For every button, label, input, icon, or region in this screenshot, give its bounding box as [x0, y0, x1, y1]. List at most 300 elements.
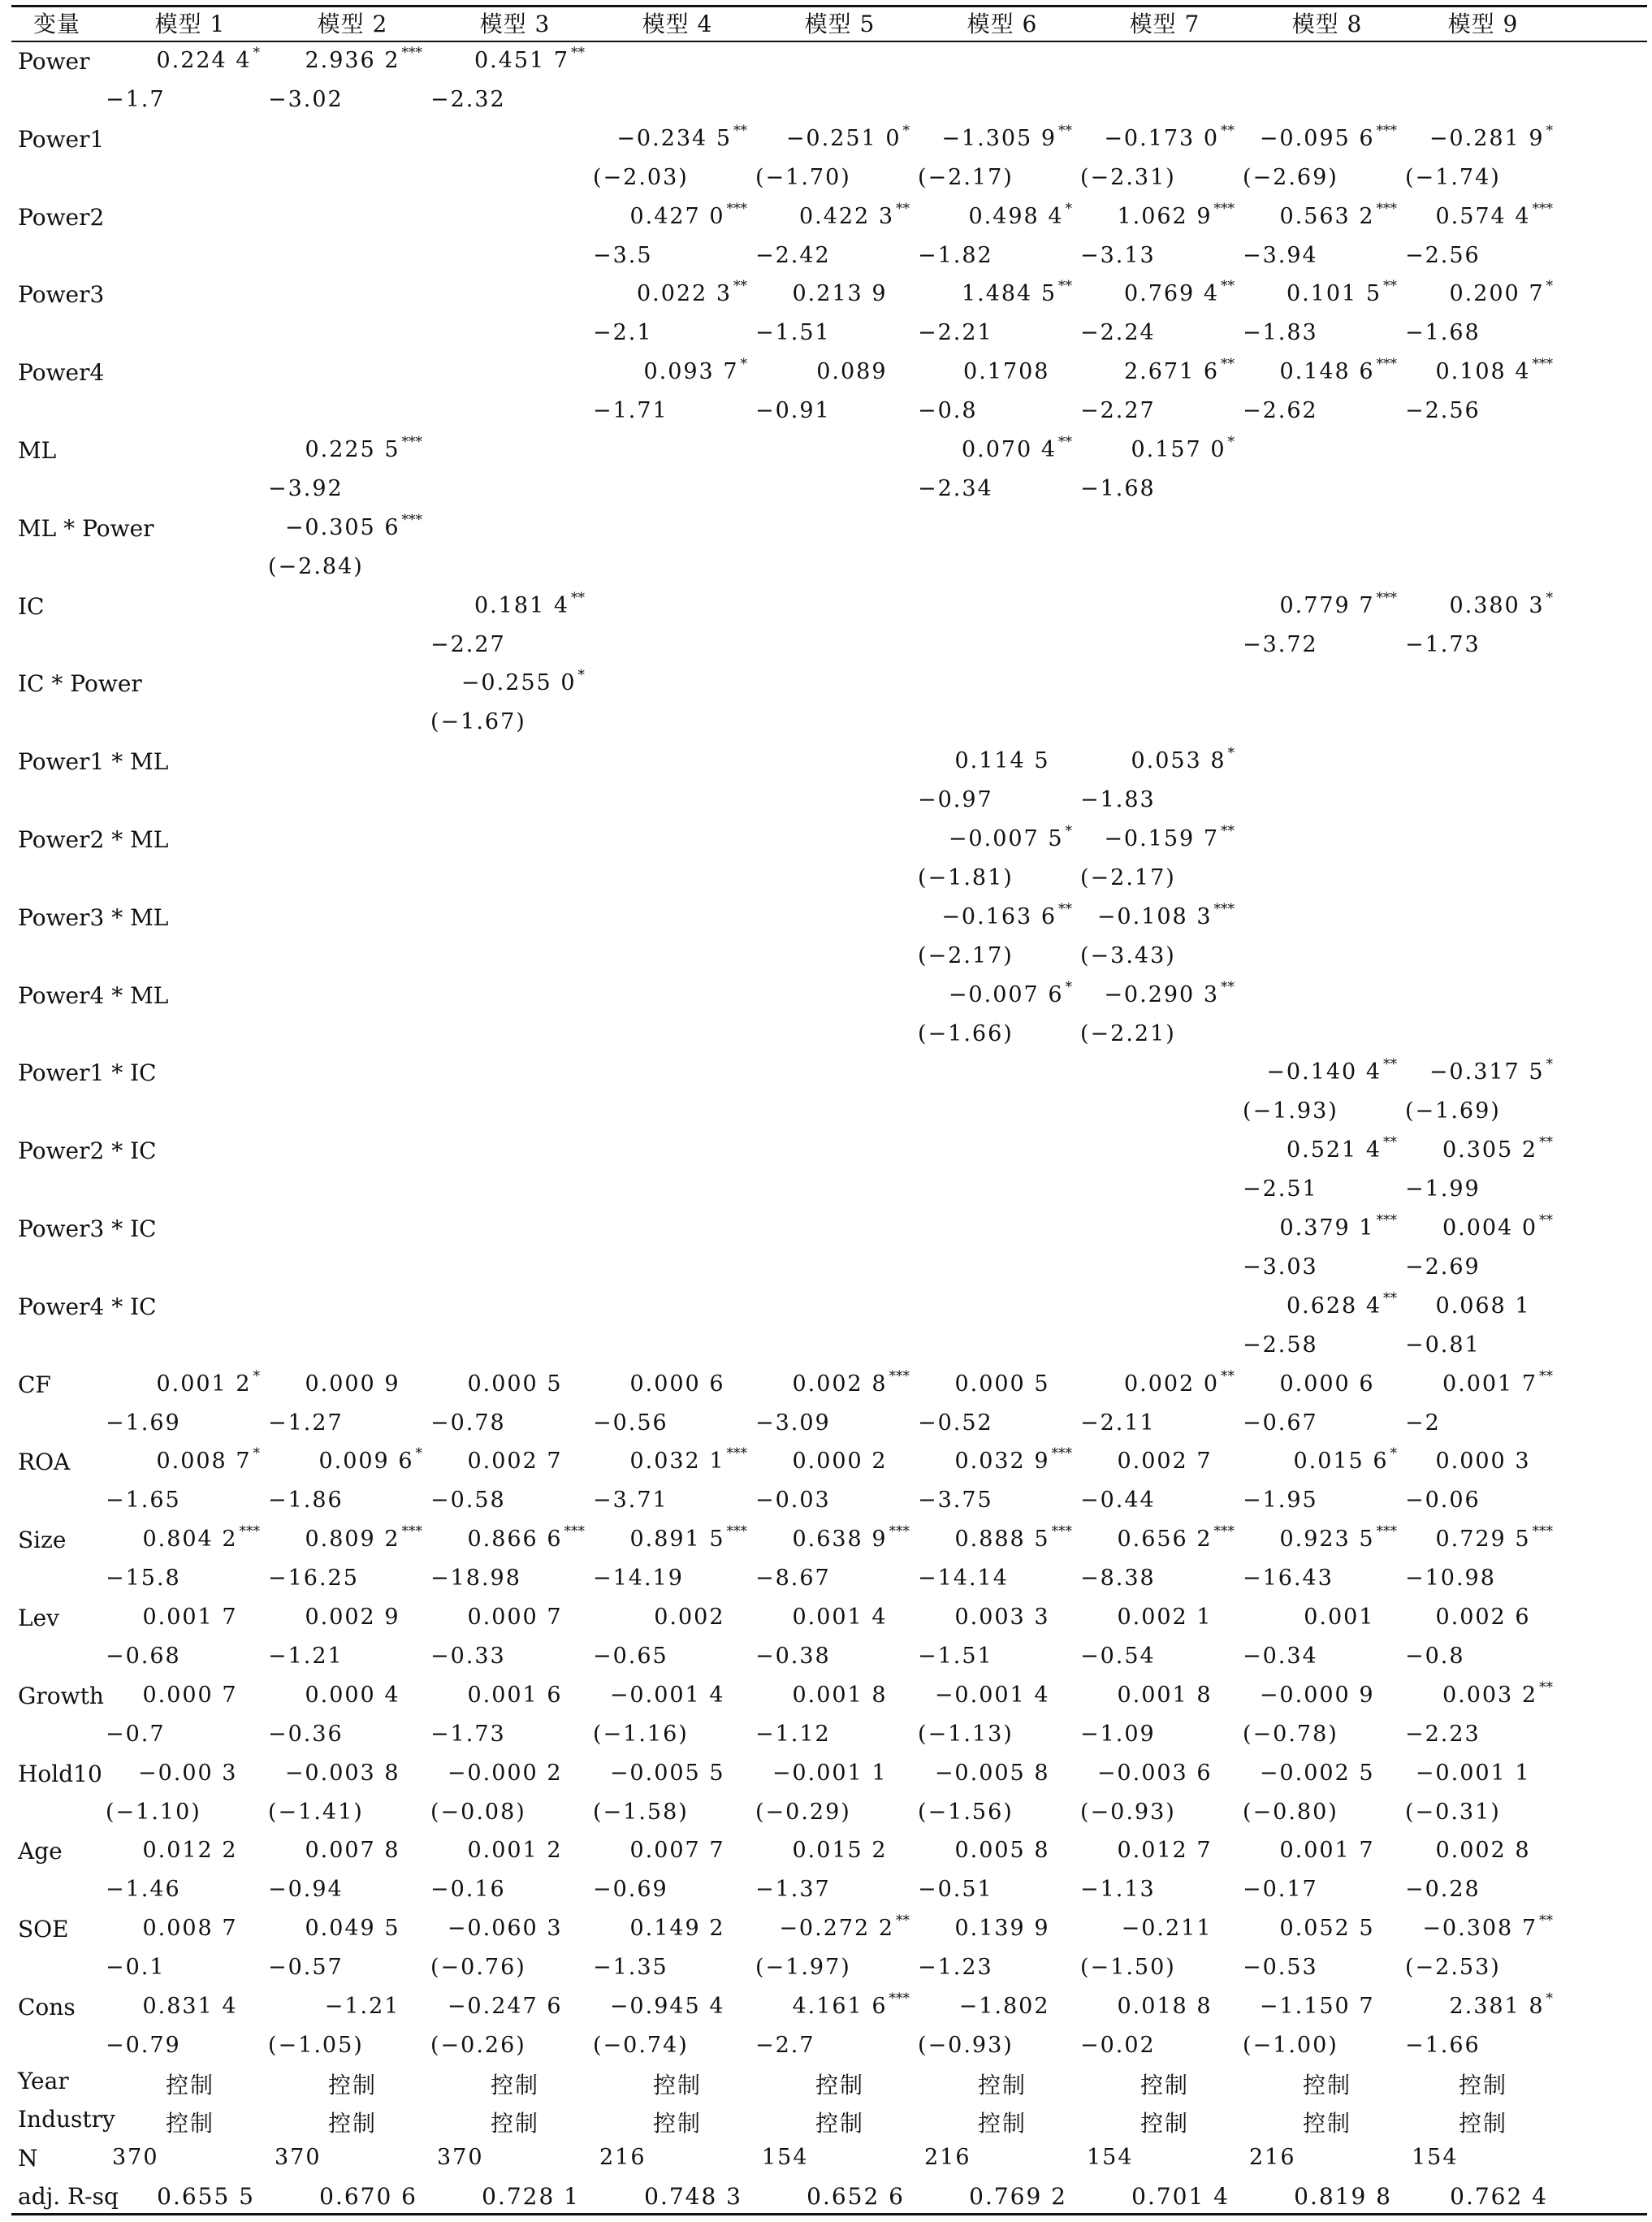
coefficient-cell	[948, 978, 1072, 1007]
t-stat-cell: −3.09	[755, 1410, 831, 1436]
coefficient-cell	[629, 1916, 747, 1941]
coefficient-value: −1.150 7	[1259, 1994, 1375, 2019]
row-label: Age	[18, 1838, 63, 1865]
coefficient-cell	[156, 1367, 260, 1397]
significance-stars: ***	[239, 1523, 260, 1540]
coefficient-value: 0.000 3	[1435, 1449, 1531, 1475]
t-stat-cell: −0.81	[1405, 1332, 1481, 1358]
t-stat-cell: −2.27	[430, 631, 506, 657]
coefficient-value: 0.068 1	[1435, 1293, 1531, 1319]
coefficient-value: 0.181 4	[474, 592, 569, 618]
t-stat-cell: −1.09	[1080, 1721, 1156, 1747]
coefficient-cell	[1131, 745, 1235, 774]
coefficient-cell	[142, 1523, 260, 1553]
t-stat-cell: −2.56	[1405, 242, 1481, 268]
coefficient-cell	[448, 1994, 585, 2019]
coefficient-cell	[1131, 434, 1235, 462]
coefficient-value: 0.000 9	[305, 1371, 400, 1397]
industry-row-value: 控制	[1459, 2110, 1508, 2137]
coefficient-value: 0.157 0	[1131, 437, 1226, 462]
t-stat-cell: −1.23	[918, 1955, 993, 1981]
coefficient-value: 0.451 7	[474, 48, 569, 73]
significance-stars: *	[1546, 278, 1553, 295]
coefficient-cell	[816, 359, 910, 384]
significance-stars: **	[1221, 978, 1235, 995]
coefficient-cell	[1123, 278, 1235, 307]
t-stat-cell: −1.51	[755, 320, 831, 346]
header-model: 模型 3	[479, 11, 551, 37]
coefficient-value: 0.012 7	[1117, 1838, 1213, 1864]
t-stat-cell: −1.46	[106, 1877, 181, 1903]
t-stat-cell: (−2.17)	[918, 164, 1014, 190]
t-stat-cell: −0.78	[430, 1410, 506, 1436]
coefficient-cell	[792, 1838, 910, 1863]
t-stat-cell: −1.82	[918, 242, 993, 268]
coefficient-value: −0.234 5	[616, 125, 732, 151]
t-stat-cell: (−1.67)	[430, 709, 526, 735]
coefficient-value: 1.062 9	[1117, 203, 1213, 229]
coefficient-value: −0.945 4	[609, 1994, 725, 2019]
coefficient-value: −0.007 6	[948, 981, 1064, 1007]
t-stat-cell: −0.38	[755, 1644, 831, 1669]
significance-stars: ***	[1532, 1523, 1553, 1540]
significance-stars: **	[1058, 434, 1072, 450]
t-stat-cell: −3.94	[1243, 242, 1318, 268]
coefficient-cell	[1435, 1523, 1553, 1553]
year-row-value: 控制	[1459, 2072, 1508, 2099]
t-stat-cell: (−1.00)	[1243, 2033, 1338, 2058]
t-stat-cell: −0.1	[106, 1955, 166, 1981]
coefficient-value: 0.093 7	[643, 359, 739, 385]
year-row-value: 控制	[1140, 2072, 1190, 2099]
significance-stars: ***	[1376, 356, 1397, 373]
t-stat-cell: −2.7	[755, 2033, 815, 2058]
row-label: Power3 * ML	[18, 903, 169, 931]
coefficient-cell	[305, 45, 422, 73]
coefficient-value: −0.000 9	[1259, 1682, 1375, 1708]
significance-stars: **	[1221, 356, 1235, 373]
coefficient-cell	[1442, 1134, 1553, 1163]
coefficient-cell	[1449, 1990, 1553, 2019]
row-label: Power1 * IC	[18, 1059, 157, 1087]
coefficient-value: −0.272 2	[779, 1916, 894, 1942]
coefficient-value: −0.001 4	[609, 1682, 725, 1708]
industry-row-value: 控制	[328, 2110, 378, 2137]
year-row-value: 控制	[653, 2072, 703, 2099]
significance-stars: **	[896, 200, 910, 217]
t-stat-cell: −2.21	[918, 320, 993, 346]
t-stat-cell: −0.16	[430, 1877, 506, 1903]
t-stat-cell: −1.27	[268, 1410, 344, 1436]
t-stat-cell: −0.52	[918, 1410, 993, 1436]
year-row-value: 控制	[166, 2072, 215, 2099]
coefficient-value: 2.381 8	[1449, 1994, 1545, 2019]
coefficient-value: −0.002 5	[1259, 1760, 1375, 1786]
coefficient-value: 0.866 6	[467, 1527, 563, 1553]
coefficient-value: 0.002 1	[1117, 1605, 1213, 1630]
industry-row-value: 控制	[1303, 2110, 1352, 2137]
t-stat-cell: −0.58	[430, 1488, 506, 1514]
coefficient-cell	[142, 1838, 260, 1863]
row-label: Power	[18, 48, 90, 75]
coefficient-value: 0.004 0	[1442, 1215, 1537, 1241]
coefficient-value: 0.018 8	[1117, 1994, 1213, 2019]
row-label: ML	[18, 437, 57, 464]
t-stat-cell: −3.5	[593, 242, 653, 268]
row-label: IC * Power	[18, 670, 142, 698]
coefficient-value: 0.001 7	[1442, 1371, 1537, 1397]
coefficient-cell	[961, 278, 1072, 307]
coefficient-value: 0.101 5	[1286, 281, 1382, 307]
coefficient-value: −0.211	[1121, 1916, 1213, 1942]
coefficient-cell	[610, 1994, 747, 2019]
coefficient-cell	[1279, 1838, 1397, 1863]
coefficient-value: 0.628 4	[1286, 1293, 1382, 1319]
t-stat-cell: −1.21	[268, 1644, 344, 1669]
coefficient-cell	[643, 356, 747, 385]
significance-stars: *	[1227, 745, 1235, 762]
coefficient-cell	[142, 1605, 260, 1630]
coefficient-cell	[1279, 1916, 1397, 1941]
row-label: Power4 * IC	[18, 1293, 157, 1320]
t-stat-cell: −0.28	[1405, 1877, 1481, 1903]
r2-row-value: 0.762 4	[1450, 2183, 1548, 2210]
coefficient-cell	[954, 748, 1072, 773]
t-stat-cell: −3.03	[1243, 1254, 1318, 1280]
coefficient-cell	[1279, 200, 1397, 229]
t-stat-cell: −1.73	[1405, 631, 1481, 657]
coefficient-cell	[474, 589, 585, 618]
significance-stars: **	[1383, 1289, 1397, 1306]
n-row-value: 216	[1249, 2145, 1296, 2170]
coefficient-cell	[629, 1445, 747, 1475]
coefficient-cell	[610, 1761, 747, 1786]
coefficient-cell	[467, 1371, 585, 1397]
t-stat-cell: −3.13	[1080, 242, 1156, 268]
r2-row-value: 0.652 6	[807, 2183, 905, 2210]
significance-stars: ***	[726, 1445, 747, 1462]
header-model: 模型 5	[804, 11, 876, 37]
coefficient-cell	[138, 1761, 260, 1786]
coefficient-value: −0.003 6	[1096, 1760, 1213, 1786]
t-stat-cell: −0.79	[106, 2033, 181, 2058]
t-stat-cell: (−2.53)	[1405, 1955, 1501, 1981]
coefficient-value: −0.00 3	[137, 1760, 238, 1786]
coefficient-value: 0.001 8	[792, 1682, 888, 1708]
coefficient-cell	[941, 122, 1072, 151]
coefficient-cell	[1279, 356, 1397, 385]
t-stat-cell: (−1.41)	[268, 1799, 364, 1825]
coefficient-cell	[305, 1371, 422, 1397]
coefficient-value: 2.936 2	[305, 48, 400, 73]
coefficient-cell	[954, 1838, 1072, 1863]
coefficient-cell	[1429, 122, 1553, 151]
t-stat-cell: −2.1	[593, 320, 653, 346]
t-stat-cell: −0.7	[106, 1721, 166, 1747]
significance-stars: *	[253, 1445, 260, 1462]
t-stat-cell: −0.33	[430, 1644, 506, 1669]
coefficient-value: 0.563 2	[1279, 203, 1375, 229]
coefficient-cell	[1286, 278, 1397, 307]
coefficient-cell	[1122, 1916, 1235, 1941]
r2-row-label: adj. R-sq	[18, 2183, 119, 2210]
coefficient-cell	[963, 359, 1072, 384]
coefficient-cell	[305, 1605, 422, 1630]
coefficient-value: 0.1708	[963, 359, 1050, 385]
coefficient-value: −0.060 3	[447, 1916, 563, 1942]
significance-stars: ***	[889, 1367, 910, 1384]
t-stat-cell: −14.19	[593, 1566, 684, 1592]
coefficient-value: −0.007 5	[948, 826, 1064, 851]
coefficient-value: 0.008 7	[156, 1449, 252, 1475]
coefficient-cell	[305, 1683, 422, 1708]
coefficient-value: 0.007 8	[305, 1838, 400, 1864]
t-stat-cell: (−0.74)	[593, 2033, 689, 2058]
r2-row-value: 0.748 3	[644, 2183, 742, 2210]
coefficient-value: 0.002 8	[792, 1371, 888, 1397]
coefficient-value: 0.108 4	[1435, 359, 1531, 385]
year-row-value: 控制	[978, 2072, 1027, 2099]
significance-stars: *	[1065, 978, 1072, 995]
t-stat-cell: −2.56	[1405, 398, 1481, 424]
coefficient-cell	[1442, 1367, 1553, 1397]
t-stat-cell: −1.69	[106, 1410, 181, 1436]
t-stat-cell: −2	[1405, 1410, 1441, 1436]
coefficient-value: 0.305 2	[1442, 1137, 1537, 1163]
significance-stars: *	[577, 667, 585, 684]
coefficient-value: 0.015 2	[792, 1838, 888, 1864]
coefficient-cell	[1279, 1523, 1397, 1553]
significance-stars: **	[1058, 278, 1072, 295]
t-stat-cell: (−1.74)	[1405, 164, 1501, 190]
industry-row-value: 控制	[166, 2110, 215, 2137]
coefficient-cell	[1286, 1289, 1397, 1319]
coefficient-value: 0.000 6	[629, 1371, 725, 1397]
n-row-value: 216	[599, 2145, 647, 2170]
t-stat-cell: −2.62	[1243, 398, 1318, 424]
year-row-value: 控制	[815, 2072, 865, 2099]
coefficient-value: 0.032 1	[629, 1449, 725, 1475]
t-stat-cell: (−1.81)	[918, 865, 1014, 890]
industry-row-label: Industry	[18, 2106, 115, 2133]
coefficient-cell	[1117, 1838, 1235, 1863]
coefficient-cell	[948, 823, 1072, 851]
significance-stars: *	[1546, 122, 1553, 139]
significance-stars: **	[1539, 1367, 1553, 1384]
coefficient-value: 0.149 2	[629, 1916, 725, 1942]
coefficient-value: 0.574 4	[1435, 203, 1531, 229]
row-label: Power1	[18, 125, 105, 153]
coefficient-cell	[792, 1683, 910, 1708]
t-stat-cell: −0.94	[268, 1877, 344, 1903]
t-stat-cell: −1.12	[755, 1721, 831, 1747]
significance-stars: ***	[1376, 122, 1397, 139]
industry-row-value: 控制	[978, 2110, 1027, 2137]
coefficient-cell	[156, 1445, 260, 1475]
coefficient-cell	[142, 1683, 260, 1708]
header-model: 模型 1	[154, 11, 226, 37]
significance-stars: *	[415, 1445, 422, 1462]
t-stat-cell: −0.57	[268, 1955, 344, 1981]
coefficient-value: −0.108 3	[1096, 903, 1213, 929]
t-stat-cell: (−1.66)	[918, 1020, 1014, 1046]
significance-stars: ***	[564, 1523, 585, 1540]
r2-row-value: 0.728 1	[482, 2183, 580, 2210]
coefficient-cell	[772, 1761, 910, 1786]
coefficient-cell	[1279, 1371, 1397, 1397]
t-stat-cell: (−1.56)	[918, 1799, 1014, 1825]
header-model: 模型 7	[1129, 11, 1200, 37]
coefficient-value: 0.656 2	[1117, 1527, 1213, 1553]
significance-stars: **	[896, 1912, 910, 1930]
coefficient-value: −0.005 5	[609, 1760, 725, 1786]
coefficient-cell	[959, 1994, 1072, 2019]
coefficient-cell	[1435, 1605, 1553, 1630]
coefficient-cell	[1435, 1293, 1553, 1319]
header-model: 模型 9	[1447, 11, 1519, 37]
coefficient-cell	[1442, 1678, 1553, 1708]
t-stat-cell: −0.34	[1243, 1644, 1318, 1669]
t-stat-cell: −0.69	[593, 1877, 668, 1903]
t-stat-cell: −1.83	[1243, 320, 1318, 346]
coefficient-value: 0.001	[1304, 1605, 1375, 1630]
coefficient-cell	[1422, 1912, 1553, 1942]
coefficient-value: 0.114 5	[954, 748, 1050, 774]
significance-stars: **	[1058, 122, 1072, 139]
coefficient-value: 0.009 6	[318, 1449, 414, 1475]
coefficient-cell	[792, 1605, 910, 1630]
t-stat-cell: −1.13	[1080, 1877, 1156, 1903]
t-stat-cell: −0.65	[593, 1644, 668, 1669]
significance-stars: *	[1546, 589, 1553, 606]
coefficient-cell	[1117, 1523, 1235, 1553]
t-stat-cell: −16.43	[1243, 1566, 1334, 1592]
t-stat-cell: (−0.08)	[430, 1799, 526, 1825]
coefficient-cell	[467, 1449, 585, 1474]
coefficient-value: 0.521 4	[1286, 1137, 1382, 1163]
coefficient-value: 0.049 5	[305, 1916, 400, 1942]
coefficient-cell	[1449, 278, 1553, 307]
coefficient-cell	[1435, 1838, 1553, 1863]
significance-stars: ***	[1376, 589, 1397, 606]
year-row-value: 控制	[1303, 2072, 1352, 2099]
coefficient-cell	[654, 1605, 747, 1630]
t-stat-cell: (−0.29)	[755, 1799, 851, 1825]
coefficient-value: −0.251 0	[785, 125, 902, 151]
coefficient-value: −0.001 1	[772, 1760, 888, 1786]
significance-stars: ***	[1532, 200, 1553, 217]
coefficient-cell	[1260, 1761, 1397, 1786]
coefficient-cell	[1260, 1683, 1397, 1708]
t-stat-cell: (−0.26)	[430, 2033, 526, 2058]
coefficient-value: −0.281 9	[1429, 125, 1545, 151]
coefficient-value: −0.001 1	[1415, 1760, 1531, 1786]
header-model: 模型 4	[642, 11, 713, 37]
coefficient-value: 2.671 6	[1123, 359, 1219, 385]
t-stat-cell: (−0.76)	[430, 1955, 526, 1981]
coefficient-value: 0.779 7	[1279, 592, 1375, 618]
coefficient-value: 0.638 9	[792, 1527, 888, 1553]
significance-stars: *	[740, 356, 747, 373]
significance-stars: ***	[889, 1523, 910, 1540]
coefficient-cell	[968, 200, 1072, 229]
coefficient-value: 0.002 7	[467, 1449, 563, 1475]
row-label: Power4	[18, 359, 105, 387]
industry-row-value: 控制	[653, 2110, 703, 2137]
coefficient-cell	[1123, 356, 1235, 385]
coefficient-cell	[1104, 823, 1235, 851]
t-stat-cell: −2.24	[1080, 320, 1156, 346]
coefficient-value: 0.001 4	[792, 1605, 888, 1630]
row-label: Power4 * ML	[18, 981, 169, 1009]
t-stat-cell: (−1.05)	[268, 2033, 364, 2058]
significance-stars: **	[1539, 1134, 1553, 1151]
t-stat-cell: (−2.17)	[1080, 865, 1176, 890]
coefficient-cell	[1286, 1134, 1397, 1163]
coefficient-cell	[1449, 589, 1553, 618]
coefficient-value: 0.809 2	[305, 1527, 400, 1553]
coefficient-value: 0.052 5	[1279, 1916, 1375, 1942]
row-label: Hold10	[18, 1760, 102, 1787]
t-stat-cell: (−0.93)	[918, 2033, 1014, 2058]
coefficient-value: 0.379 1	[1279, 1215, 1375, 1241]
r2-row-value: 0.701 4	[1131, 2183, 1230, 2210]
n-row-value: 154	[762, 2145, 809, 2170]
t-stat-cell: −3.02	[268, 87, 344, 112]
coefficient-cell	[305, 1838, 422, 1863]
t-stat-cell: −8.38	[1080, 1566, 1156, 1592]
t-stat-cell: (−1.50)	[1080, 1955, 1176, 1981]
coefficient-value: 0.053 8	[1131, 748, 1226, 774]
significance-stars: *	[1546, 1990, 1553, 2007]
t-stat-cell: (−1.69)	[1405, 1098, 1501, 1124]
t-stat-cell: (−1.70)	[755, 164, 851, 190]
coefficient-cell	[779, 1912, 910, 1942]
significance-stars: *	[1065, 200, 1072, 217]
coefficient-cell	[1435, 356, 1553, 385]
coefficient-cell	[1304, 1605, 1397, 1630]
coefficient-cell	[629, 1523, 747, 1553]
row-label: Lev	[18, 1605, 59, 1631]
coefficient-value: −0.308 7	[1422, 1916, 1537, 1942]
t-stat-cell: −1.7	[106, 87, 166, 112]
coefficient-value: 0.003 3	[954, 1605, 1050, 1630]
coefficient-cell	[1104, 978, 1235, 1007]
coefficient-value: −0.005 8	[934, 1760, 1050, 1786]
coefficient-cell	[1266, 1056, 1397, 1085]
t-stat-cell: −1.68	[1080, 476, 1156, 501]
coefficient-value: 0.000 7	[467, 1605, 563, 1630]
coefficient-cell	[1117, 1449, 1235, 1474]
significance-stars: ***	[401, 45, 422, 61]
coefficient-value: −0.317 5	[1429, 1059, 1545, 1085]
coefficient-value: −0.003 8	[284, 1760, 400, 1786]
coefficient-value: −0.163 6	[941, 903, 1057, 929]
significance-stars: ***	[401, 511, 422, 528]
t-stat-cell: −14.14	[918, 1566, 1009, 1592]
significance-stars: ***	[1213, 900, 1235, 917]
coefficient-cell	[954, 1605, 1072, 1630]
industry-row-value: 控制	[815, 2110, 865, 2137]
t-stat-cell: (−2.84)	[268, 553, 364, 579]
coefficient-cell	[467, 1683, 585, 1708]
t-stat-cell: −1.71	[593, 398, 668, 424]
t-stat-cell: (−3.43)	[1080, 942, 1176, 968]
coefficient-value: 0.002	[654, 1605, 725, 1630]
coefficient-cell	[1442, 1212, 1553, 1241]
significance-stars: *	[1546, 1056, 1553, 1073]
coefficient-value: −0.140 4	[1266, 1059, 1382, 1085]
